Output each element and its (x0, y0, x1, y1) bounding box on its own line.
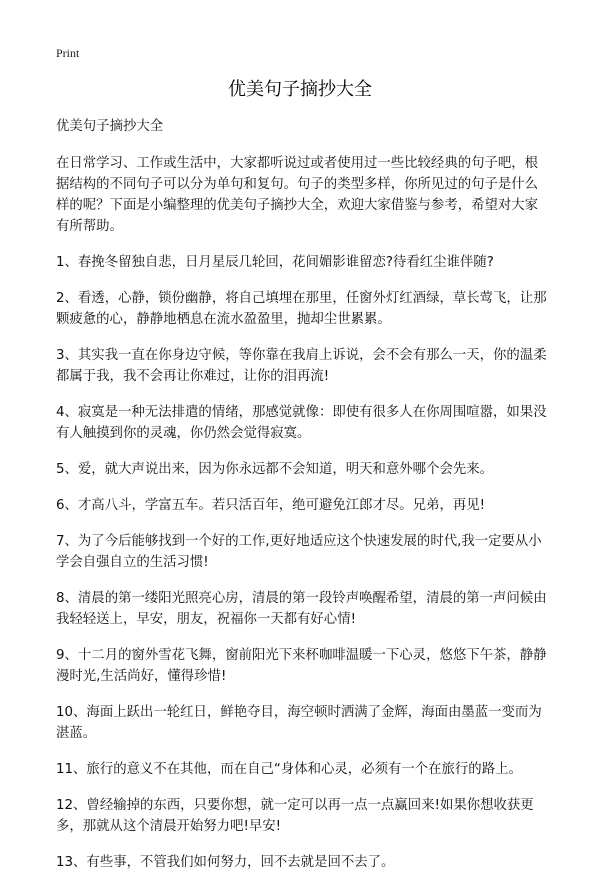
sentence-item: 3、其实我一直在你身边守候，等你靠在我肩上诉说，会不会有那么一天，你的温柔都属于我，我不会再让你难过，让你的泪再流! (56, 348, 547, 384)
sentence-item: 10、海面上跃出一轮红日，鲜艳夺目，海空顿时洒满了金辉，海面由墨蓝一变而为湛蓝。 (56, 705, 542, 741)
sentence-item: 13、有些事，不管我们如何努力，回不去就是回不去了。 (56, 855, 395, 870)
article-body (56, 116, 550, 888)
sentence-item: 6、才高八斗，学富五车。若只活百年，绝可避免江郎才尽。兄弟，再见! (56, 498, 485, 513)
sentence-item: 2、看透，心静，锁份幽静，将自己填埋在那里，任窗外灯红酒绿，草长莺飞，让那颗疲惫的心，静静地栖息在流水盈盈里，抛却尘世累累。 (56, 291, 547, 327)
sentence-item: 11、旅行的意义不在其他，而在自己“身体和心灵，必须有一个在旅行的路上。 (56, 762, 522, 777)
sentence-item: 8、清晨的第一缕阳光照亮心房，清晨的第一段铃声唤醒希望，清晨的第一声问候由我轻轻送上，早安，朋友，祝福你一天都有好心情! (56, 591, 547, 627)
sentence-item: 7、为了今后能够找到一个好的工作,更好地适应这个快速发展的时代,我一定要从小学会自强自立的生活习惯! (56, 534, 542, 570)
page-title: 优美句子摘抄大全 (228, 79, 372, 100)
sentence-item: 4、寂寞是一种无法排遣的情绪，那感觉就像：即使有很多人在你周围喧嚣，如果没有人触摸到你的灵魂，你仍然会觉得寂寞。 (56, 405, 547, 441)
print-link[interactable]: Print (56, 46, 80, 60)
article-intro: 在日常学习、工作或生活中，大家都听说过或者使用过一些比较经典的句子吧，根据结构的不同句子可以分为单句和复句。句子的类型多样，你所见过的句子是什么样的呢？下面是小编整理的优美句子摘抄大全，欢迎大家借鉴与参考，希望对大家有所帮助。 (56, 156, 539, 234)
sentence-item: 5、爱，就大声说出来，因为你永远都不会知道，明天和意外哪个会先来。 (56, 462, 494, 477)
sentence-item: 1、春挽冬留独自悲，日月星辰几轮回，花间媚影谁留恋?待看红尘谁伴随? (56, 255, 494, 270)
article-subtitle: 优美句子摘抄大全 (56, 119, 164, 134)
sentence-item: 9、十二月的窗外雪花飞舞，窗前阳光下来杯咖啡温暖一下心灵，悠悠下午茶，静静漫时光,生活尚好，懂得珍惜! (56, 648, 547, 684)
sentence-item: 12、曾经输掉的东西，只要你想，就一定可以再一点一点赢回来!如果你想收获更多，那就从这个清晨开始努力吧!早安! (56, 798, 534, 834)
